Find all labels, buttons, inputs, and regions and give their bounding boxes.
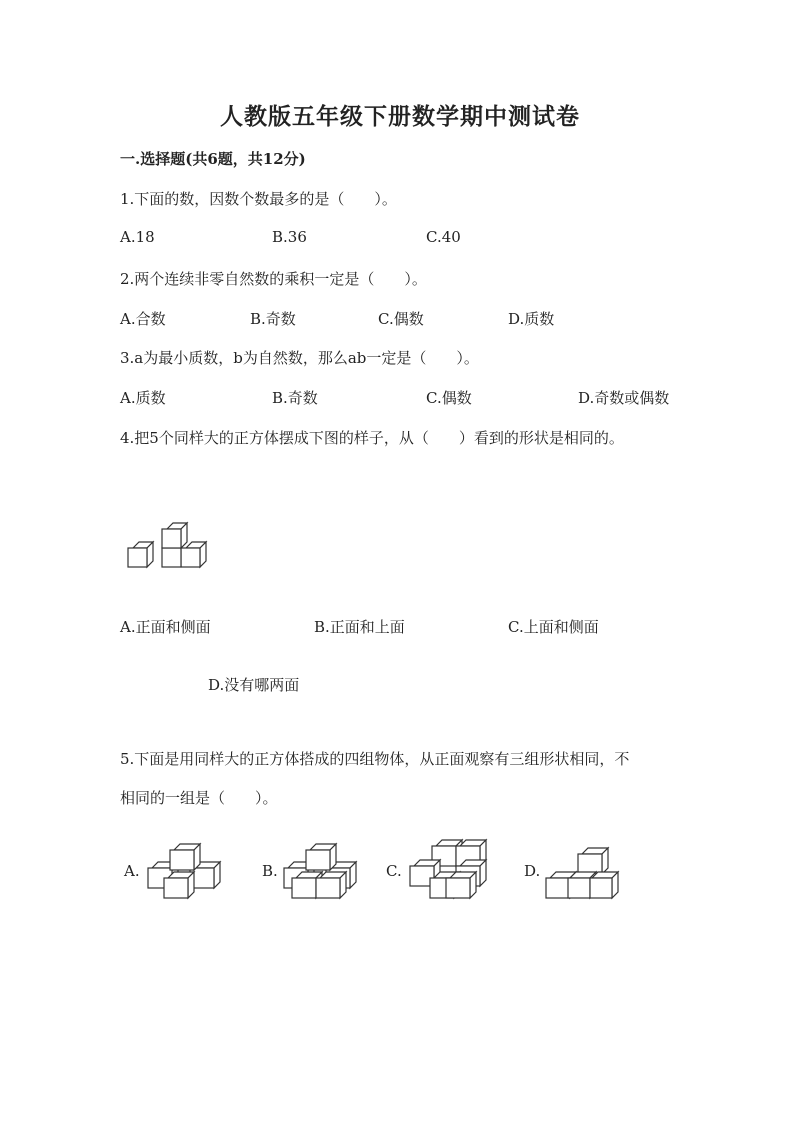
q5-figure-a xyxy=(146,840,226,905)
q5-figure-b-label[interactable]: B. xyxy=(262,862,278,880)
q3-option-c[interactable]: C.偶数 xyxy=(426,389,472,407)
q1-option-a[interactable]: A.18 xyxy=(120,228,155,246)
q5-figure-d xyxy=(544,840,624,905)
q1-option-b[interactable]: B.36 xyxy=(272,228,307,246)
q5-figure-a-label[interactable]: A. xyxy=(124,862,140,880)
q1-option-c[interactable]: C.40 xyxy=(426,228,461,246)
q2-option-b[interactable]: B.奇数 xyxy=(250,310,296,328)
q3-option-d[interactable]: D.奇数或偶数 xyxy=(578,389,670,407)
q2-option-c[interactable]: C.偶数 xyxy=(378,310,424,328)
question-5-line-1: 5.下面是用同样大的正方体搭成的四组物体，从正面观察有三组形状相同，不 xyxy=(120,750,630,768)
q4-cube-figure xyxy=(120,515,220,575)
q4-option-c[interactable]: C.上面和侧面 xyxy=(508,618,599,636)
q3-option-b[interactable]: B.奇数 xyxy=(272,389,318,407)
q4-option-d[interactable]: D.没有哪两面 xyxy=(208,676,300,694)
question-4: 4.把5个同样大的正方体摆成下图的样子，从（ ）看到的形状是相同的。 xyxy=(120,429,624,447)
q2-option-a[interactable]: A.合数 xyxy=(120,310,166,328)
q5-figure-c xyxy=(408,836,488,904)
question-1: 1.下面的数，因数个数最多的是（ ）。 xyxy=(120,190,397,208)
q5-figure-b xyxy=(282,840,362,905)
question-2: 2.两个连续非零自然数的乘积一定是（ ）。 xyxy=(120,270,427,288)
q2-option-d[interactable]: D.质数 xyxy=(508,310,555,328)
question-3: 3.a为最小质数，b为自然数，那么ab一定是（ ）。 xyxy=(120,349,479,367)
section-heading: 一.选择题(共6题，共12分) xyxy=(120,150,306,168)
cube xyxy=(128,542,153,567)
q3-option-a[interactable]: A.质数 xyxy=(120,389,166,407)
cube xyxy=(162,523,187,548)
q5-figure-c-label[interactable]: C. xyxy=(386,862,402,880)
cube xyxy=(181,542,206,567)
question-5-line-2: 相同的一组是（ ）。 xyxy=(120,789,278,807)
q4-option-b[interactable]: B.正面和上面 xyxy=(314,618,405,636)
page-title: 人教版五年级下册数学期中测试卷 xyxy=(220,103,580,130)
q4-option-a[interactable]: A.正面和侧面 xyxy=(120,618,211,636)
q5-figure-d-label[interactable]: D. xyxy=(524,862,541,880)
cube xyxy=(162,548,181,567)
